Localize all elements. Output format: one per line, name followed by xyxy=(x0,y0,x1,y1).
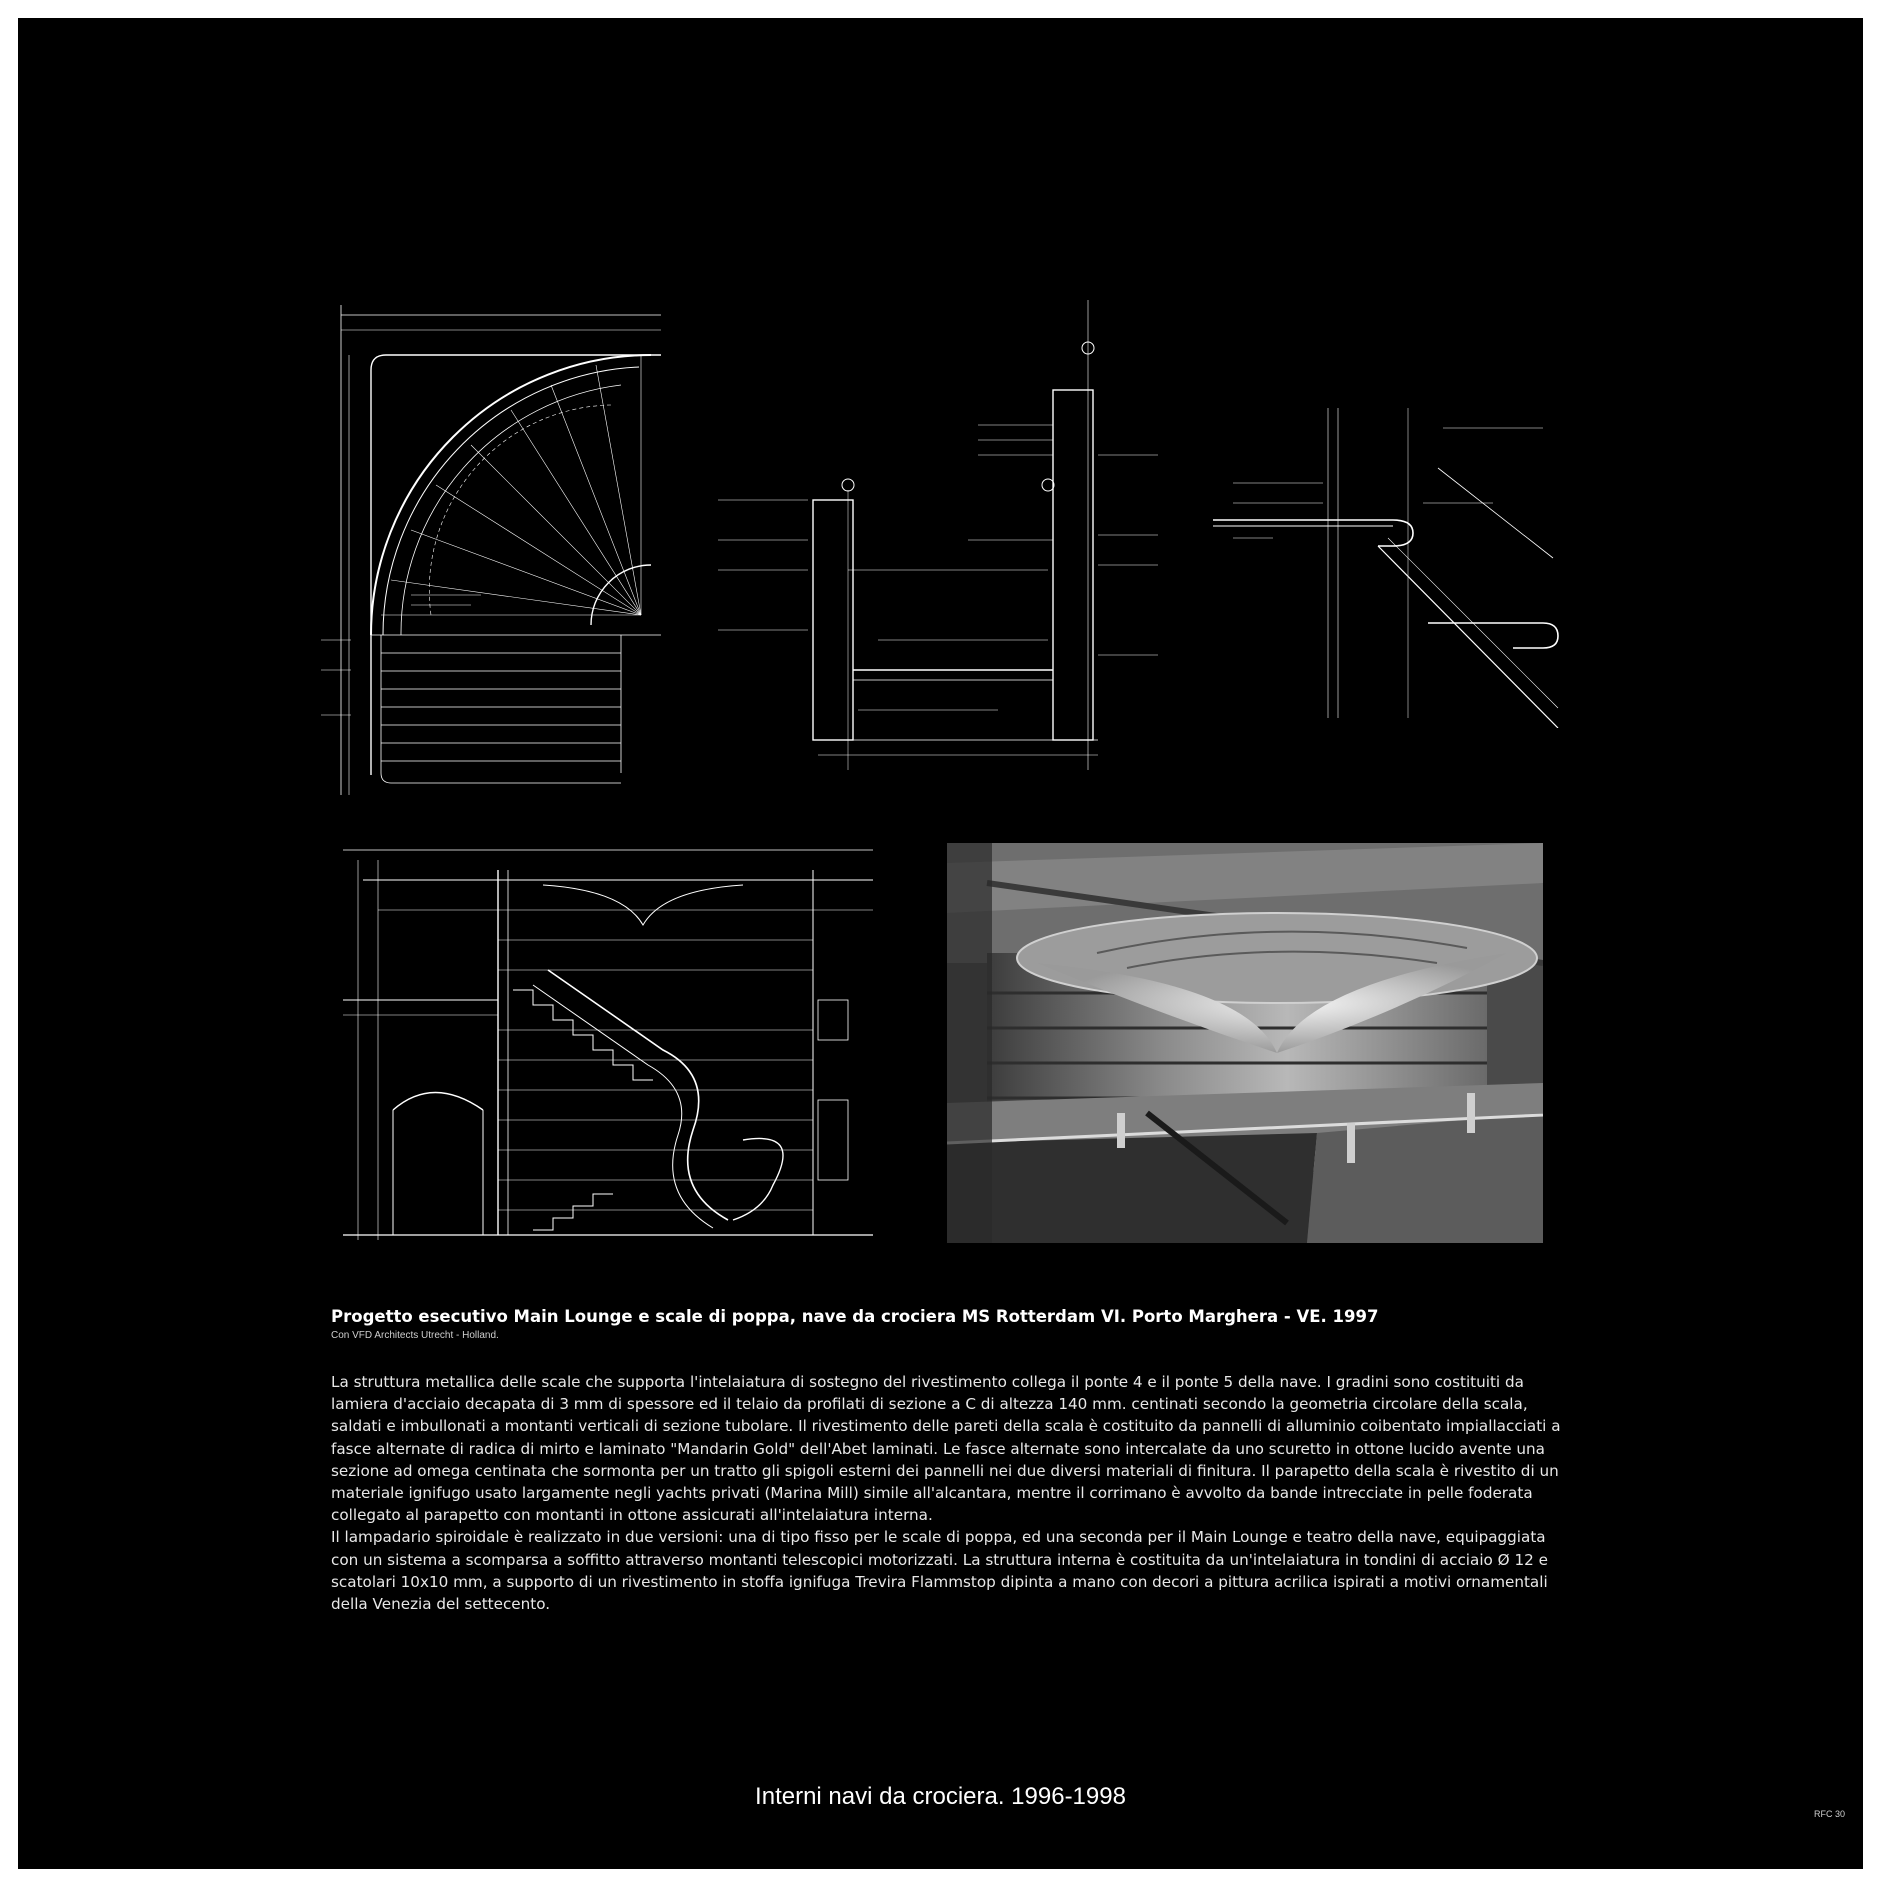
project-caption xyxy=(331,1306,1561,1343)
stair-plan-drawing xyxy=(321,295,661,800)
caption-title: Progetto esecutivo Main Lounge e scale di poppa, nave da crociera MS Rotterdam VI. Porto Marghera - VE. 1997 xyxy=(331,1307,1379,1326)
description-paragraph: La struttura metallica delle scale che supporta l'intelaiatura di sostegno del rivestimento collega il ponte 4 e il ponte 5 della nave. I gradini sono costituiti da lamiera d'acciaio decapata di 3 mm di spessore ed il telaio da profilati di sezione a C di altezza 140 mm. centinati secondo la geometria circolare della scala, saldati e imbullonati a montanti verticali di sezione tubolare. Il rivestimento delle pareti della scala è costituito da pannelli di alluminio coibentato impiallacciati a fasce alternate di radica di mirto e laminato "Mandarin Gold" dell'Abet laminati. Le fasce alternate sono intercalate da uno scuretto in ottone lucido avente una sezione ad omega centinata che sormonta per un tratto gli spigoli esterni dei pannelli nei due diversi materiali di finitura. Il parapetto della scala è rivestito di un materiale ignifugo usato largamente negli yachts privati (Marina Mill) simile all'alcantara, mentre il corrimano è avvolto da bande intrecciate in pelle foderata collegato al parapetto con montanti in ottone assicurati all'intelaiatura interna. xyxy=(331,1373,1561,1525)
footer-title: Interni navi da crociera. 1996-1998 xyxy=(755,1783,1126,1810)
chandelier-photo xyxy=(947,843,1543,1243)
project-description xyxy=(331,1371,1566,1615)
stair-section-drawing xyxy=(333,840,878,1250)
poster-sheet xyxy=(18,18,1863,1869)
description-paragraph: Il lampadario spiroidale è realizzato in due versioni: una di tipo fisso per le scale di poppa, ed una seconda per il Main Lounge e teatro della nave, equipaggiata con un sistema a scomparsa a soffitto attraverso montanti telescopici motorizzati. La struttura interna è costituita da un'intelaiatura in tondini di acciaio Ø 12 e scatolari 10x10 mm, a supporto di un rivestimento in stoffa ignifuga Trevira Flammstop dipinta a mano con decori a pittura acrilica ispirati a motivi ornamentali della Venezia del settecento. xyxy=(331,1528,1548,1614)
balustrade-section-drawing xyxy=(718,300,1188,780)
page-code: RFC 30 xyxy=(1813,1809,1845,1819)
handrail-detail-drawing xyxy=(1213,408,1563,728)
caption-credit: Con VFD Architects Utrecht - Holland. xyxy=(331,1330,499,1341)
